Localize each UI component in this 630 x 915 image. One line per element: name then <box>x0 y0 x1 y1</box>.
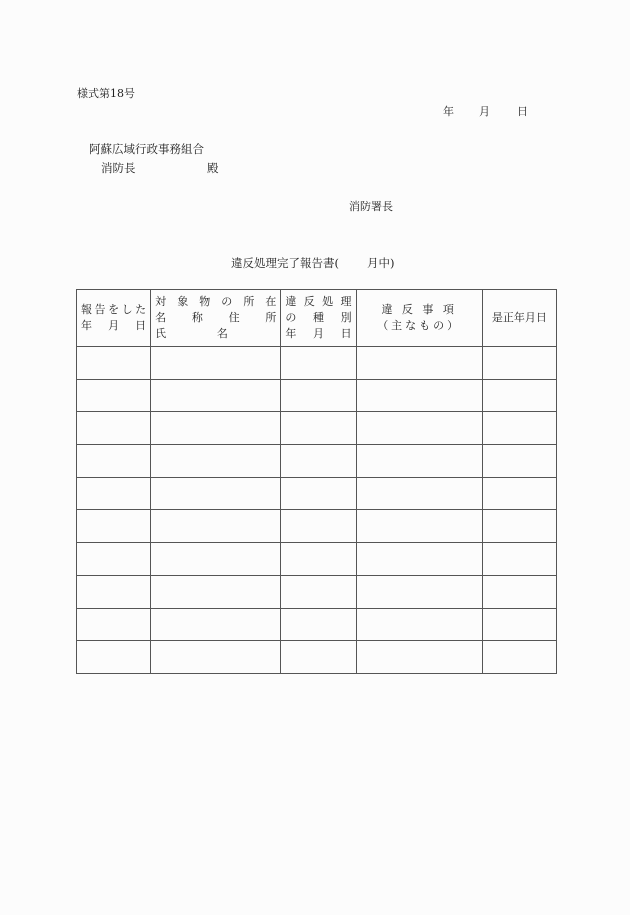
table-row <box>77 347 557 380</box>
cell-target-object[interactable] <box>151 608 281 641</box>
table-row <box>77 543 557 576</box>
cell-violation-type[interactable] <box>281 347 356 380</box>
cell-target-object[interactable] <box>151 445 281 478</box>
cell-violation-type[interactable] <box>281 477 356 510</box>
cell-violation-items[interactable] <box>356 575 482 608</box>
header-violation-items: 違 反 事 項 （主なもの） <box>356 290 482 347</box>
cell-correction-date[interactable] <box>482 347 556 380</box>
cell-report-date[interactable] <box>77 543 151 576</box>
cell-correction-date[interactable] <box>482 641 556 674</box>
honorific: 殿 <box>207 161 219 175</box>
cell-report-date[interactable] <box>77 575 151 608</box>
report-date <box>443 103 528 119</box>
cell-violation-type[interactable] <box>281 608 356 641</box>
cell-violation-items[interactable] <box>356 445 482 478</box>
cell-report-date[interactable] <box>77 445 151 478</box>
cell-violation-type[interactable] <box>281 445 356 478</box>
table-row <box>77 379 557 412</box>
cell-target-object[interactable] <box>151 412 281 445</box>
cell-violation-items[interactable] <box>356 379 482 412</box>
cell-correction-date[interactable] <box>482 608 556 641</box>
cell-violation-items[interactable] <box>356 510 482 543</box>
cell-report-date[interactable] <box>77 608 151 641</box>
cell-target-object[interactable] <box>151 510 281 543</box>
document-title <box>231 255 395 271</box>
cell-report-date[interactable] <box>77 510 151 543</box>
cell-violation-type[interactable] <box>281 575 356 608</box>
table-row <box>77 445 557 478</box>
table-row <box>77 412 557 445</box>
cell-target-object[interactable] <box>151 641 281 674</box>
cell-violation-items[interactable] <box>356 347 482 380</box>
header-violation-type: 違 反 処 理 の 種 別 年 月 日 <box>281 290 356 347</box>
table-row <box>77 641 557 674</box>
form-number: 様式第18号 <box>77 87 135 100</box>
cell-violation-items[interactable] <box>356 543 482 576</box>
table-row <box>77 608 557 641</box>
cell-target-object[interactable] <box>151 575 281 608</box>
cell-correction-date[interactable] <box>482 379 556 412</box>
cell-violation-type[interactable] <box>281 510 356 543</box>
header-target-object: 対 象 物 の 所 在 名 称 住 所 氏 名 <box>151 290 281 347</box>
cell-correction-date[interactable] <box>482 412 556 445</box>
cell-violation-items[interactable] <box>356 412 482 445</box>
document-title-month: 月中) <box>367 256 395 270</box>
sender-title: 消防署長 <box>349 200 393 213</box>
date-month-label: 月 <box>479 105 490 118</box>
cell-report-date[interactable] <box>77 477 151 510</box>
date-year-label: 年 <box>443 105 454 118</box>
cell-target-object[interactable] <box>151 347 281 380</box>
addressee-organization: 阿蘇広域行政事務組合 <box>89 142 204 156</box>
cell-report-date[interactable] <box>77 379 151 412</box>
cell-violation-items[interactable] <box>356 608 482 641</box>
cell-correction-date[interactable] <box>482 445 556 478</box>
date-day-label: 日 <box>517 105 528 118</box>
cell-target-object[interactable] <box>151 543 281 576</box>
cell-violation-type[interactable] <box>281 379 356 412</box>
cell-violation-type[interactable] <box>281 641 356 674</box>
cell-violation-type[interactable] <box>281 412 356 445</box>
header-correction-date: 是正年月日 <box>482 290 556 347</box>
addressee-title: 消防長 <box>101 161 136 175</box>
cell-correction-date[interactable] <box>482 543 556 576</box>
cell-report-date[interactable] <box>77 641 151 674</box>
table-row <box>77 510 557 543</box>
cell-correction-date[interactable] <box>482 477 556 510</box>
report-table <box>76 289 557 674</box>
cell-violation-type[interactable] <box>281 543 356 576</box>
cell-report-date[interactable] <box>77 347 151 380</box>
header-report-date: 報 告 を し た 年 月 日 <box>77 290 151 347</box>
cell-report-date[interactable] <box>77 412 151 445</box>
cell-correction-date[interactable] <box>482 575 556 608</box>
cell-violation-items[interactable] <box>356 477 482 510</box>
table-header-row <box>77 290 557 347</box>
cell-violation-items[interactable] <box>356 641 482 674</box>
cell-correction-date[interactable] <box>482 510 556 543</box>
cell-target-object[interactable] <box>151 379 281 412</box>
table-row <box>77 477 557 510</box>
table-row <box>77 575 557 608</box>
document-title-main: 違反処理完了報告書( <box>231 256 339 270</box>
cell-target-object[interactable] <box>151 477 281 510</box>
